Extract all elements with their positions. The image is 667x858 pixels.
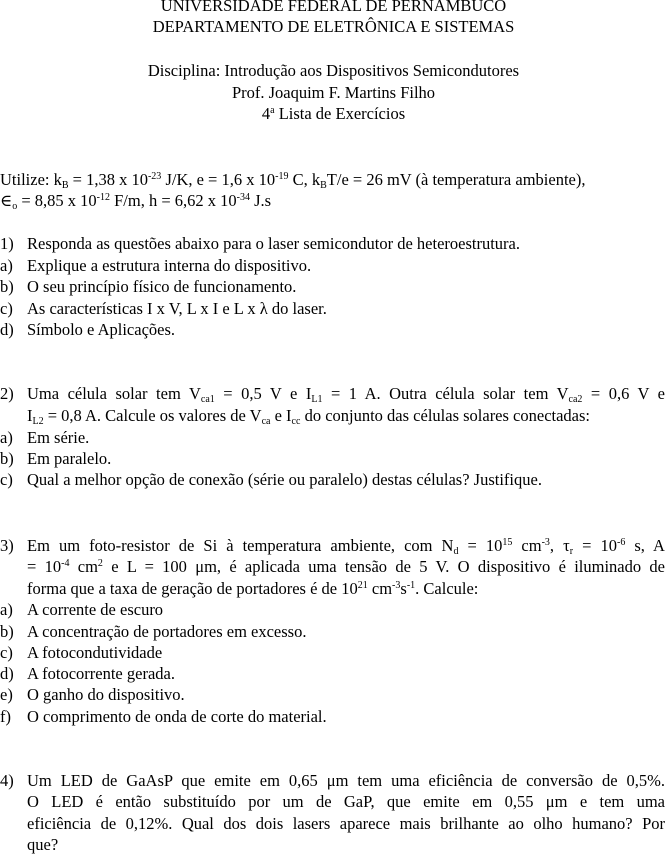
q1-item-b: b) O seu princípio físico de funcionamento. bbox=[0, 277, 297, 296]
q2-item-a: a) Em série. bbox=[0, 428, 90, 447]
q2-item-c: c) Qual a melhor opção de conexão (série ou paralelo) destas células? Justifique. bbox=[0, 470, 542, 489]
question-2-line-1: 2) Uma célula solar tem $V_{ca1} = 0,5$ V e $I_{L1} = 1$ A. Outra célula solar tem $V_{ca2} = 0,6$ V e bbox=[0, 384, 665, 405]
list-title: 4$^a$ Lista de Exercícios bbox=[261, 104, 406, 123]
question-4-line-2: O LED é então substituído por um de GaP, que emite em 0,55 μm e tem uma bbox=[27, 792, 665, 811]
question-3-line-2: = $10^{-4}$ $cm^2$ e L = 100 μm, é aplicada uma tensão de 5 V. O dispositivo é iluminado de bbox=[27, 557, 665, 576]
q2-item-b: b) Em paralelo. bbox=[0, 449, 112, 468]
q3-item-a: a) A corrente de escuro bbox=[0, 600, 164, 619]
q1-item-c: c) As características I x V, L x I e L x λ do laser. bbox=[0, 299, 327, 318]
q3-item-b: b) A concentração de portadores em excesso. bbox=[0, 622, 307, 641]
question-4-line-1: 4) Um LED de GaAsP que emite em 0,65 μm tem uma eficiência de conversão de 0,5%. bbox=[0, 771, 665, 790]
constants-line-1: Utilize: $k_B = 1,38$ x $10^{-23}$ J/K, e = 1,6 x $10^{-19}$ C, $k_BT/e = 26$ mV (à temperatura ambiente), bbox=[0, 170, 586, 191]
question-3-line-3: forma que a taxa de geração de portadores é de $10^{21}$ $cm^{-3}s^{-1}$. Calcule: bbox=[27, 579, 479, 598]
professor-name: Prof. Joaquim F. Martins Filho bbox=[231, 83, 436, 102]
question-4-line-3: eficiência de 0,12%. Qual dos dois lasers aparece mais brilhante ao olho humano? Por bbox=[27, 814, 665, 833]
question-1: 1) Responda as questões abaixo para o laser semicondutor de heteroestrutura. bbox=[0, 234, 521, 253]
question-2-line-2: $I_{L2} = 0,8$ A. Calcule os valores de $V_{ca}$ e $I_{cc}$ do conjunto das células solares conectadas: bbox=[27, 406, 591, 427]
q1-item-d: d) Símbolo e Aplicações. bbox=[0, 320, 176, 339]
question-4-line-4: que? bbox=[27, 835, 59, 854]
q3-item-d: d) A fotocorrente gerada. bbox=[0, 664, 175, 683]
constants-line-2: $\in_o = 8,85$ x $10^{-12}$ F/m, h = 6,62 x $10^{-34}$ J.s bbox=[0, 191, 272, 212]
question-3-line-1: 3) Em um foto-resistor de Si à temperatura ambiente, com $N_d = 10^{15}$ $cm^{-3}$, $\tau_r = 10^{-6}$ s, A bbox=[0, 536, 665, 557]
q3-item-f: f) O comprimento de onda de corte do material. bbox=[0, 707, 327, 726]
department-name: DEPARTAMENTO DE ELETRÔNICA E SISTEMAS bbox=[152, 17, 515, 36]
course-title: Disciplina: Introdução aos Dispositivos Semicondutores bbox=[147, 61, 520, 80]
q3-item-c: c) A fotocondutividade bbox=[0, 643, 163, 662]
university-name: UNIVERSIDADE FEDERAL DE PERNAMBUCO bbox=[160, 0, 507, 15]
q1-item-a: a) Explique a estrutura interna do dispositivo. bbox=[0, 256, 312, 275]
q3-item-e: e) O ganho do dispositivo. bbox=[0, 685, 185, 704]
